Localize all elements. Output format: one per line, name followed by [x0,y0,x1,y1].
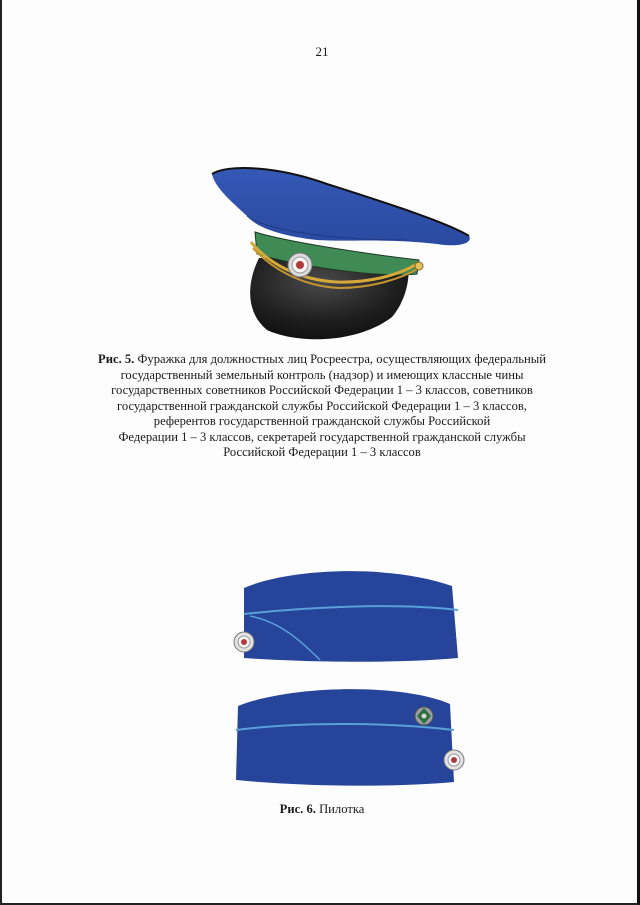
garrison-cap-body [244,571,458,662]
figure-5-caption-line: Российской Федерации 1 – 3 классов [223,445,421,459]
figure-5-caption-line: референтов государственной гражданской службы Российской [153,414,491,428]
cockade-icon [444,750,464,770]
figure-6-label: Рис. 6. [279,802,316,816]
figure-5-caption-line: государственный земельный контроль (надзор) и имеющих классные чины [120,367,524,382]
figure-5-caption-line: государственной гражданской службы Российской Федерации 1 – 3 классов, [117,398,527,413]
emblem-icon [415,707,433,725]
garrison-cap-body [236,689,454,785]
cap-crown [212,168,470,245]
figure-5-caption [62,352,582,461]
cockade-icon [234,632,254,652]
page-number: 21 [315,44,329,59]
figure-5-caption-line: Рис. 5. Фуражка для должностных лиц Росреестра, осуществляющих федеральный [98,352,546,366]
garrison-cap-front-view [228,682,472,790]
figure-5-label: Рис. 5. [98,352,135,366]
garrison-cap-side-view [230,562,462,668]
cockade-icon [288,253,312,277]
figure-6-caption [62,802,582,818]
figure-5-caption-line: Федерации 1 – 3 классов, секретарей государственной гражданской службы [118,429,526,444]
peaked-cap-image [207,162,475,347]
figure-5-caption-line: государственных советников Российской Федерации 1 – 3 классов, советников [111,383,533,397]
figure-6-caption-line: Рис. 6. Пилотка [279,802,365,816]
